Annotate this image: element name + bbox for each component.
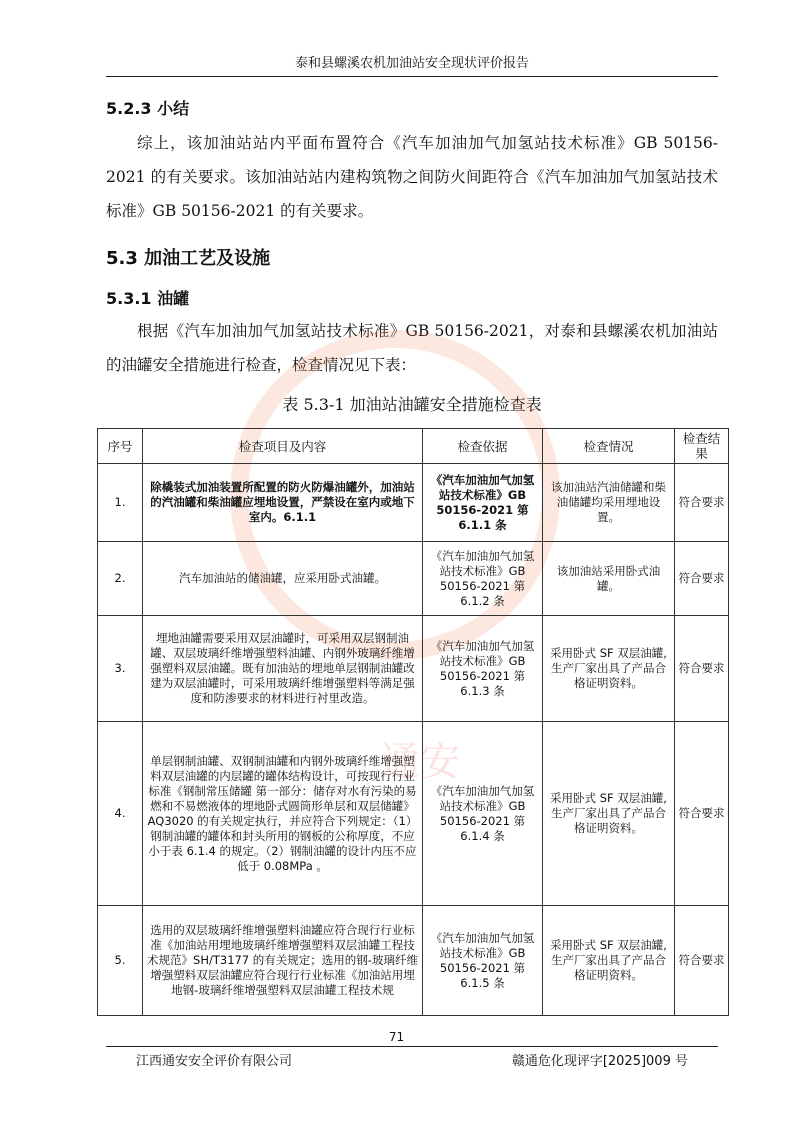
footer-company: 江西通安安全评价有限公司 bbox=[136, 1054, 293, 1069]
row-basis: 《汽车加油加气加氢站技术标准》GB 50156-2021 第 6.1.4 条 bbox=[423, 722, 543, 906]
table-row bbox=[98, 616, 729, 722]
row-result: 符合要求 bbox=[675, 542, 729, 616]
page-number: 71 bbox=[388, 1030, 405, 1044]
row-no: 5. bbox=[98, 906, 143, 1016]
row-result: 符合要求 bbox=[675, 722, 729, 906]
page-header bbox=[106, 54, 718, 77]
row-item: 单层钢制油罐、双钢制油罐和内钢外玻璃纤维增强塑料双层油罐的内层罐的罐体结构设计，可按现行行业标准《钢制常压储罐 第一部分：储存对水有污染的易燃和不易燃液体的埋地卧式圆筒形单层和双层储罐》AQ3020 的有关规定执行，并应符合下列规定：（1）钢制油罐的罐体和封头所用的钢板的公称厚度，不应小于表 6.1.4 的规定。（2）钢制油罐的设计内压不应低于 0.08MPa 。 bbox=[143, 722, 423, 906]
section-heading-5-3-1: 5.3.1 油罐 bbox=[106, 289, 190, 308]
header-basis: 检查依据 bbox=[423, 429, 543, 464]
row-basis: 《汽车加油加气加氢站技术标准》GB 50156-2021 第 6.1.5 条 bbox=[423, 906, 543, 1016]
header-result: 检查结果 bbox=[675, 429, 729, 464]
table-row bbox=[98, 542, 729, 616]
row-no: 2. bbox=[98, 542, 143, 616]
row-basis: 《汽车加油加气加氢站技术标准》GB 50156-2021 第 6.1.1 条 bbox=[423, 464, 543, 542]
row-item: 埋地油罐需要采用双层油罐时，可采用双层钢制油罐、双层玻璃纤维增强塑料油罐、内钢外玻璃纤维增强塑料双层油罐。既有加油站的埋地单层钢制油罐改建为双层油罐时，可采用玻璃纤维增强塑料等满足强度和防渗要求的材料进行衬里改造。 bbox=[143, 616, 423, 722]
watermark-text: 通安 bbox=[380, 739, 460, 785]
table-caption: 表 5.3-1 加油站油罐安全措施检查表 bbox=[282, 395, 542, 414]
row-no: 1. bbox=[98, 464, 143, 542]
summary-paragraph: 综上，该加油站站内平面布置符合《汽车加油加气加氢站技术标准》GB 50156-2021 的有关要求。该加油站站内建构筑物之间防火间距符合《汽车加油加气加氢站技术标准》GB 50156-2021 的有关要求。 bbox=[106, 134, 718, 220]
row-status: 该加油站汽油储罐和柴油储罐均采用埋地设置。 bbox=[543, 464, 675, 542]
row-basis: 《汽车加油加气加氢站技术标准》GB 50156-2021 第 6.1.3 条 bbox=[423, 616, 543, 722]
row-basis: 《汽车加油加气加氢站技术标准》GB 50156-2021 第 6.1.2 条 bbox=[423, 542, 543, 616]
table-row bbox=[98, 464, 729, 542]
header-title: 泰和县螺溪农机加油站安全现状评价报告 bbox=[294, 56, 529, 71]
header-item: 检查项目及内容 bbox=[143, 429, 423, 464]
table-row bbox=[98, 906, 729, 1016]
page-footer bbox=[106, 1046, 718, 1069]
row-status: 采用卧式 SF 双层油罐,生产厂家出具了产品合格证明资料。 bbox=[543, 616, 675, 722]
section-heading-5-2-3: 5.2.3 小结 bbox=[106, 99, 190, 118]
row-item: 汽车加油站的储油罐，应采用卧式油罐。 bbox=[143, 542, 423, 616]
row-item: 选用的双层玻璃纤维增强塑料油罐应符合现行行业标准《加油站用埋地玻璃纤维增强塑料双层油罐工程技术规范》SH/T3177 的有关规定；选用的钢-玻璃纤维增强塑料双层油罐应符合现行行业标准《加油站用埋地钢-玻璃纤维增强塑料双层油罐工程技术规 bbox=[143, 906, 423, 1016]
intro-paragraph: 根据《汽车加油加气加氢站技术标准》GB 50156-2021，对泰和县螺溪农机加油站的油罐安全措施进行检查，检查情况见下表： bbox=[106, 322, 718, 374]
header-no: 序号 bbox=[98, 429, 143, 464]
table-row bbox=[98, 722, 729, 906]
row-status: 该加油站采用卧式油罐。 bbox=[543, 542, 675, 616]
row-status: 采用卧式 SF 双层油罐,生产厂家出具了产品合格证明资料。 bbox=[543, 722, 675, 906]
row-result: 符合要求 bbox=[675, 616, 729, 722]
tank-safety-check-table bbox=[97, 428, 729, 1016]
row-no: 4. bbox=[98, 722, 143, 906]
row-result: 符合要求 bbox=[675, 906, 729, 1016]
footer-doc-number: 赣通危化现评字[2025]009 号 bbox=[511, 1054, 688, 1069]
row-no: 3. bbox=[98, 616, 143, 722]
row-result: 符合要求 bbox=[675, 464, 729, 542]
section-heading-5-3: 5.3 加油工艺及设施 bbox=[106, 248, 271, 269]
table-header-row bbox=[98, 429, 729, 464]
header-status: 检查情况 bbox=[543, 429, 675, 464]
row-item: 除橇装式加油装置所配置的防火防爆油罐外，加油站的汽油罐和柴油罐应埋地设置，严禁设在室内或地下室内。6.1.1 bbox=[143, 464, 423, 542]
row-status: 采用卧式 SF 双层油罐,生产厂家出具了产品合格证明资料。 bbox=[543, 906, 675, 1016]
